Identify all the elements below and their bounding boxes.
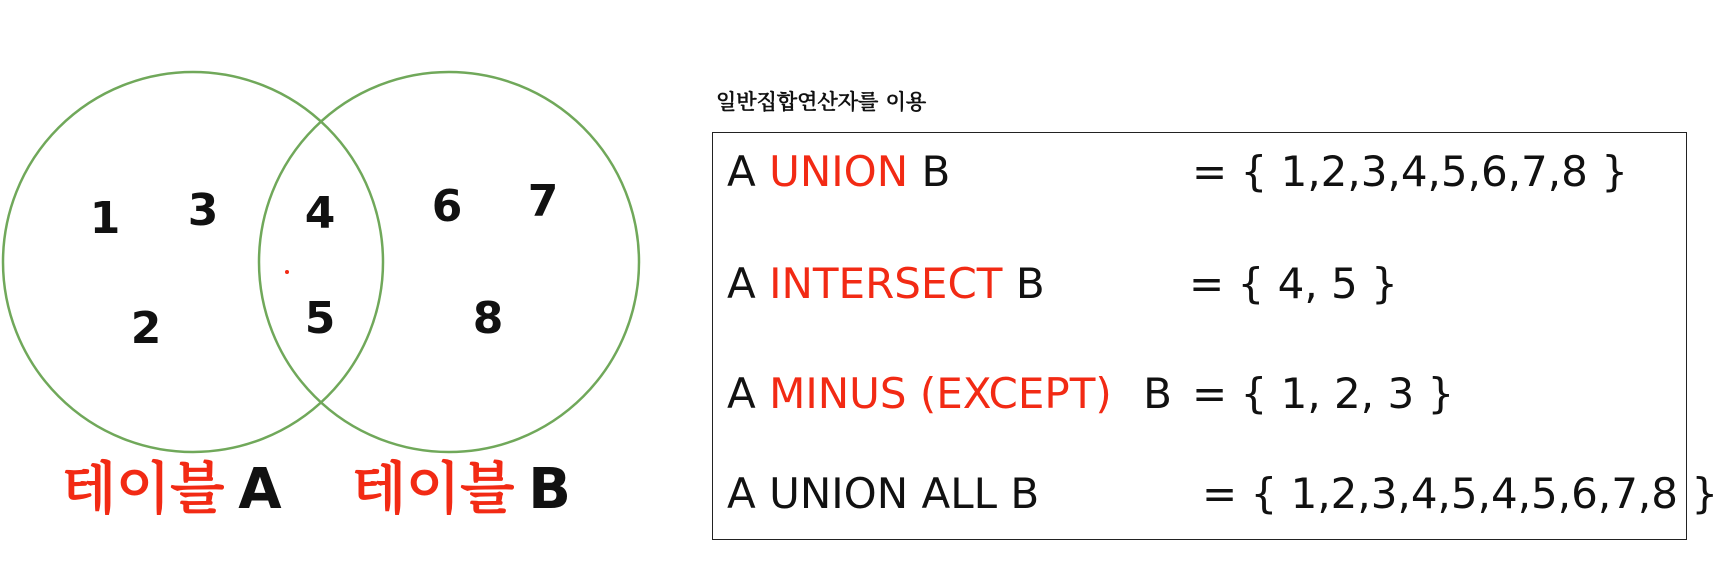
op-operand-a: A [727,469,756,518]
element-b-8: 8 [472,293,504,344]
table-b-korean: 테이블 [352,457,515,522]
op-result-intersect: = { 4, 5 } [1189,259,1398,308]
circle-table-b [259,72,639,452]
op-operand-b: B [1143,369,1172,418]
op-result-union: = { 1,2,3,4,5,6,7,8 } [1192,147,1628,196]
op-row-union [727,147,1628,196]
element-ab-4: 4 [304,188,336,239]
op-keyword-intersect: INTERSECT [769,259,1003,308]
op-keyword-union: UNION [769,147,909,196]
op-operand-a: A [727,369,756,418]
op-operand-a: A [727,147,756,196]
op-keyword-union-all: UNION ALL [769,469,997,518]
element-b-7: 7 [527,176,559,227]
table-b-label [352,457,571,522]
op-operand-b: B [921,147,951,196]
op-row-union-all [727,469,1719,518]
table-a-korean: 테이블 [62,457,225,522]
op-operand-b: B [1015,259,1045,308]
venn-diagram [0,0,660,470]
element-a-2: 2 [130,303,162,354]
table-b-letter: B [528,457,571,522]
table-a-label [62,457,282,522]
op-keyword-minus: MINUS (EXCEPT) [769,369,1112,418]
section-title: 일반집합연산자를 이용 [716,90,927,114]
op-result-minus: = { 1, 2, 3 } [1192,369,1455,418]
op-operand-a: A [727,259,756,308]
element-a-3: 3 [187,185,219,236]
op-row-minus [727,369,1455,418]
op-row-intersect [727,259,1398,308]
set-operations-box [712,132,1719,540]
element-a-1: 1 [89,193,121,244]
red-dot-mark [285,270,289,274]
table-a-letter: A [238,457,282,522]
element-b-6: 6 [431,181,463,232]
op-result-union-all: = { 1,2,3,4,5,4,5,6,7,8 } [1202,469,1719,518]
circle-table-a [3,72,383,452]
element-ab-5: 5 [304,293,336,344]
op-operand-b: B [1010,469,1040,518]
